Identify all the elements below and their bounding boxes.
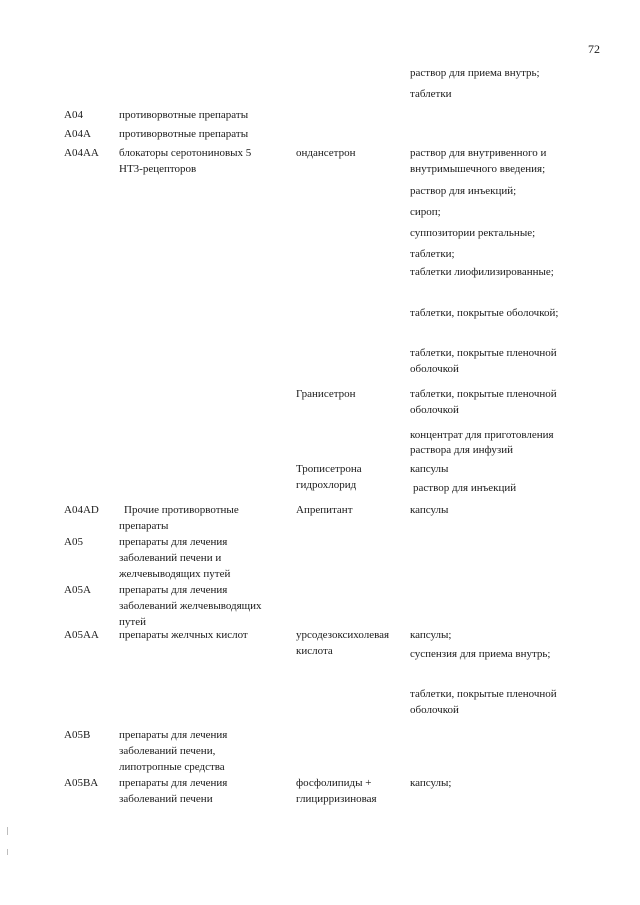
substance-text: Апрепитант: [296, 504, 353, 516]
form-text: внутримышечного введения;: [410, 163, 546, 175]
scan-mark: [7, 827, 8, 835]
atc-code: A05A: [64, 584, 91, 596]
atc-code: A04AA: [64, 147, 99, 159]
form-text: капсулы: [410, 504, 449, 516]
form-text: концентрат для приготовления: [410, 429, 554, 441]
form-text: раствора для инфузий: [410, 444, 513, 456]
form-text: таблетки;: [410, 248, 455, 260]
atc-code: A04A: [64, 128, 91, 140]
group-text: препараты желчных кислот: [119, 629, 248, 641]
atc-code: A05BA: [64, 777, 99, 789]
group-text: липотропные средства: [119, 761, 225, 773]
substance-text: фосфолипиды +: [296, 777, 372, 789]
atc-code: A05: [64, 536, 83, 548]
form-text: оболочкой: [410, 363, 459, 375]
form-text: капсулы;: [410, 629, 452, 641]
form-text: оболочкой: [410, 404, 459, 416]
atc-code: A04: [64, 109, 83, 121]
substance-text: Трописетрона: [296, 463, 362, 475]
substance-text: Гранисетрон: [296, 388, 356, 400]
group-text: заболеваний печени,: [119, 745, 216, 757]
substance-text: глицирризиновая: [296, 793, 377, 805]
group-text: путей: [119, 616, 146, 628]
group-text: заболеваний печени и: [119, 552, 222, 564]
group-text: заболеваний желчевыводящих: [119, 600, 262, 612]
substance-text: урсодезоксихолевая: [296, 629, 390, 641]
form-text: таблетки: [410, 88, 452, 100]
group-text: HT3-рецепторов: [119, 163, 197, 175]
form-text: раствор для приема внутрь;: [410, 67, 540, 79]
form-text: сироп;: [410, 206, 441, 218]
form-text: раствор для инъекций: [413, 482, 517, 494]
group-text: Прочие противорвотные: [124, 504, 239, 516]
group-text: противорвотные препараты: [119, 109, 249, 121]
page-number: 72: [588, 42, 600, 56]
group-text: препараты: [119, 520, 169, 532]
atc-code: A04AD: [64, 504, 99, 516]
form-text: капсулы: [410, 463, 449, 475]
group-text: препараты для лечения: [119, 584, 228, 596]
substance-text: гидрохлорид: [296, 479, 357, 491]
form-text: таблетки, покрытые оболочкой;: [410, 307, 559, 319]
group-text: блокаторы серотониновых 5: [119, 147, 252, 159]
group-text: препараты для лечения: [119, 777, 228, 789]
atc-code: A05AA: [64, 629, 99, 641]
substance-text: кислота: [296, 645, 333, 657]
form-text: раствор для инъекций;: [410, 185, 517, 197]
form-text: капсулы;: [410, 777, 452, 789]
form-text: суспензия для приема внутрь;: [410, 648, 551, 660]
substance-text: ондансетрон: [296, 147, 356, 159]
group-text: желчевыводящих путей: [119, 568, 231, 580]
scan-mark: [7, 849, 8, 855]
group-text: препараты для лечения: [119, 729, 228, 741]
group-text: препараты для лечения: [119, 536, 228, 548]
group-text: противорвотные препараты: [119, 128, 249, 140]
atc-code: A05B: [64, 729, 91, 741]
group-text: заболеваний печени: [119, 793, 213, 805]
form-text: таблетки, покрытые пленочной: [410, 688, 557, 700]
form-text: раствор для внутривенного и: [410, 147, 547, 159]
form-text: суппозитории ректальные;: [410, 227, 536, 239]
form-text: таблетки, покрытые пленочной: [410, 388, 557, 400]
form-text: таблетки лиофилизированные;: [410, 266, 554, 278]
form-text: оболочкой: [410, 704, 459, 716]
form-text: таблетки, покрытые пленочной: [410, 347, 557, 359]
